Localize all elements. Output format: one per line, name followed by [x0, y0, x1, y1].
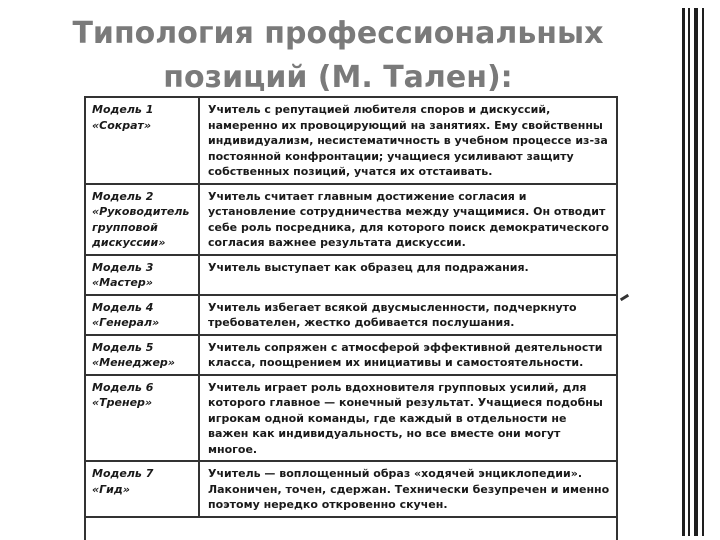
model-description: Учитель выступает как образец для подражания.	[199, 255, 616, 295]
scan-mark	[620, 294, 629, 301]
table-row	[86, 335, 616, 375]
model-label: Модель 6	[92, 380, 154, 394]
table-row	[86, 461, 616, 517]
model-label: Модель 3	[92, 260, 154, 274]
model-name: «Мастер»	[92, 276, 153, 289]
model-cell	[86, 98, 199, 184]
model-name: «Руководитель групповой дискуссии»	[92, 205, 190, 249]
model-description: Учитель сопряжен с атмосферой эффективной деятельности класса, поощрением их инициативы и самостоятельности.	[199, 335, 616, 375]
model-cell	[86, 184, 199, 255]
model-cell	[86, 255, 199, 295]
model-cell	[86, 375, 199, 462]
model-cell	[86, 295, 199, 335]
decorative-border	[682, 8, 708, 536]
model-cell	[86, 335, 199, 375]
model-label: Модель 7	[92, 467, 154, 480]
table-row	[86, 255, 616, 295]
model-description: Учитель избегает всякой двусмысленности, подчеркнуто требователен, жестко добивается послушания.	[199, 295, 616, 335]
table-row	[86, 184, 616, 255]
models-table	[84, 96, 618, 540]
model-label: Модель 5	[92, 340, 154, 354]
table-row	[86, 375, 616, 462]
model-description: Учитель считает главным достижение согласия и установление сотрудничества между учащимися. Он отводит себе роль посредника, для которого поиск демократического согласия важнее результата дискуссии.	[199, 184, 616, 255]
table-row	[86, 295, 616, 335]
table-row	[86, 98, 616, 184]
model-name: «Тренер»	[92, 396, 153, 409]
model-name: «Менеджер»	[92, 356, 175, 369]
model-label: Модель 2	[92, 189, 154, 203]
model-description: Учитель с репутацией любителя споров и дискуссий, намеренно их провоцирующий на занятиях. Ему свойственны индивидуализм, несистематичность в учебном процессе из-за постоянной конфронтации; учащиеся усиливают защиту собственных позиций, учатся их отстаивать.	[199, 98, 616, 184]
model-description: Учитель — воплощенный образ «ходячей энциклопедии». Лаконичен, точен, сдержан. Технически безупречен и именно поэтому нередко откровенно скучен.	[199, 461, 616, 517]
title-line-2: позиций (М. Тален):	[163, 60, 513, 95]
model-name: «Гид»	[92, 482, 130, 496]
page-title	[0, 12, 676, 100]
model-label: Модель 1	[92, 103, 154, 116]
model-name: «Генерал»	[92, 316, 160, 329]
model-name: «Сократ»	[92, 118, 152, 132]
model-description: Учитель играет роль вдохновителя групповых усилий, для которого главное — конечный результат. Учащиеся подобны игрокам одной команды, где каждый в отдельности не важен как индивидуальность, но все вместе они могут многое.	[199, 375, 616, 462]
title-line-1: Типология профессиональных	[72, 16, 604, 51]
model-cell	[86, 461, 199, 517]
model-label: Модель 4	[92, 300, 154, 314]
